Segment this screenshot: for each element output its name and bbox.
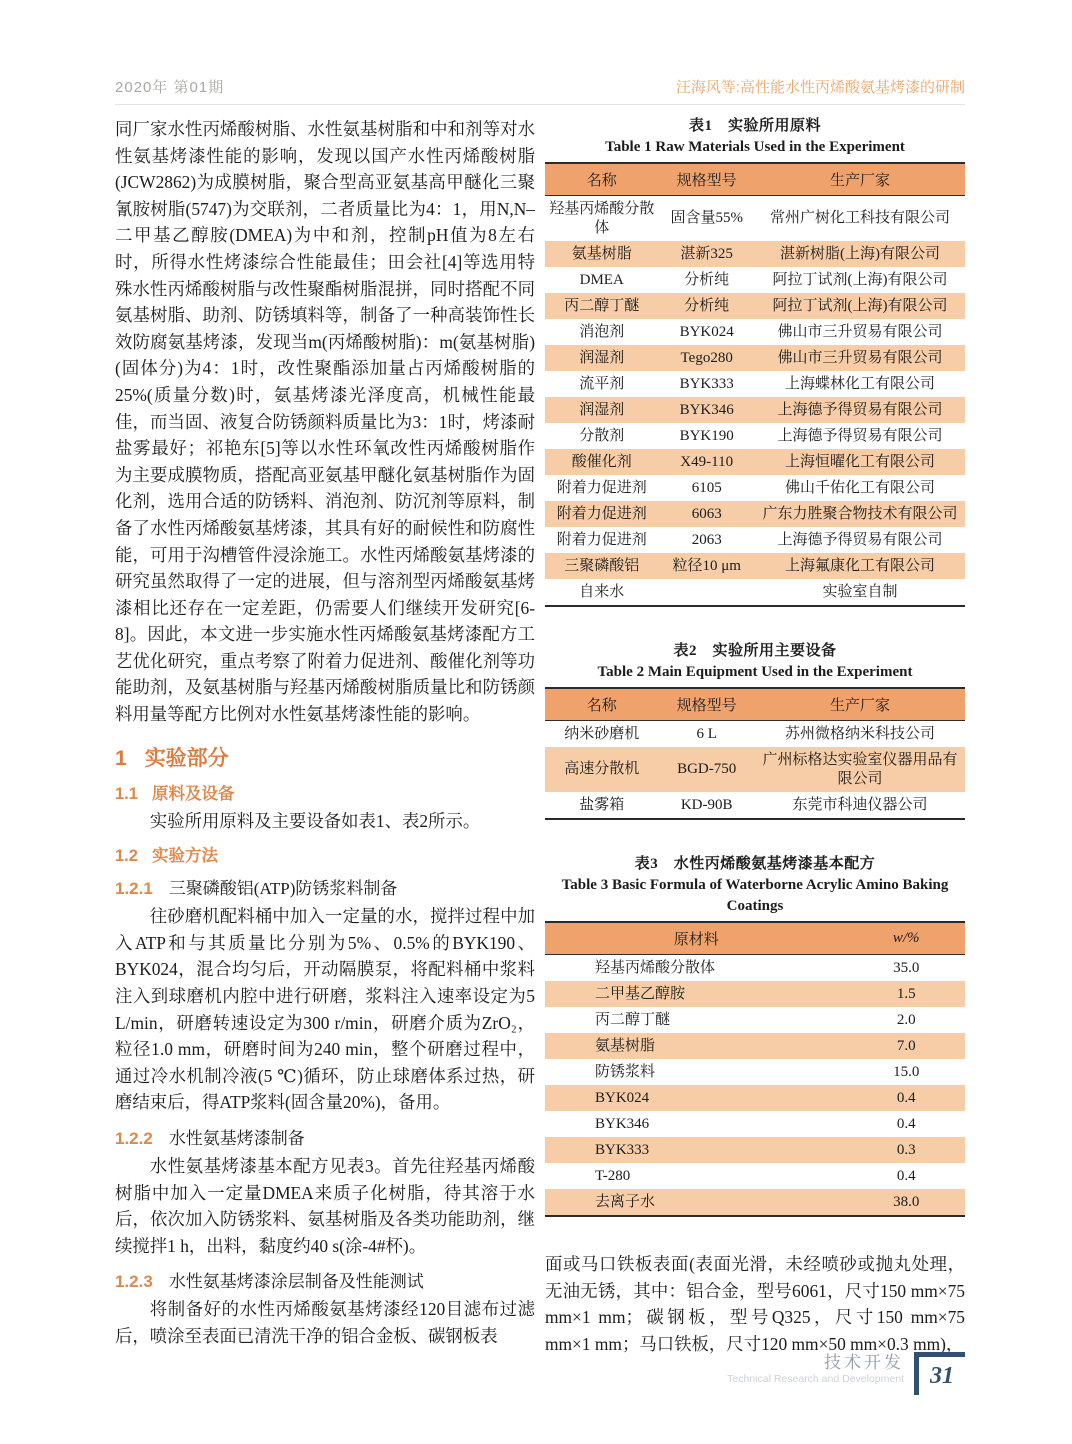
page-number: 31 xyxy=(930,1362,954,1389)
table-2-caption-zh: 表2 实验所用主要设备 xyxy=(673,643,837,659)
table-cell: BYK333 xyxy=(595,1141,650,1158)
table-row xyxy=(545,553,965,579)
table-row xyxy=(545,241,965,267)
issue-label: 2020年 第01期 xyxy=(115,79,225,96)
table-row xyxy=(545,423,965,449)
table-cell: 2063 xyxy=(691,531,722,548)
page-number-bracket xyxy=(914,1352,965,1395)
table-cell: KD-90B xyxy=(680,796,733,813)
column-header: 规格型号 xyxy=(658,163,755,196)
table-2-head xyxy=(545,688,965,721)
table-cell: 佛山千佑化工有限公司 xyxy=(784,479,935,496)
table-row xyxy=(545,955,965,982)
table-1-block xyxy=(545,116,965,607)
table-cell: BYK333 xyxy=(679,375,734,392)
table-cell: BYK346 xyxy=(595,1115,650,1132)
table-header-row xyxy=(545,922,965,955)
table-row xyxy=(545,196,965,242)
section-1-2-number: 1.2 xyxy=(115,847,138,866)
table-row xyxy=(545,527,965,553)
table-cell: BYK024 xyxy=(595,1089,650,1106)
section-1-2-1-heading xyxy=(115,874,535,899)
table-cell: 0.4 xyxy=(896,1115,916,1132)
table-3-caption xyxy=(545,854,965,917)
table-row xyxy=(545,1085,965,1111)
table-cell: 分析纯 xyxy=(684,271,730,288)
table-row xyxy=(545,397,965,423)
section-1-2-2-heading xyxy=(115,1124,535,1149)
section-1-heading xyxy=(115,742,535,772)
table-1-raw-materials xyxy=(545,162,965,607)
section-1-2-1-number: 1.2.1 xyxy=(115,879,153,899)
table-cell: 6 L xyxy=(696,725,717,742)
continuation-paragraph: 面或马口铁板表面(表面光滑，未经喷砂或抛丸处理，无油无锈，其中：铝合金，型号6061，尺寸150 mm×75 mm×1 mm；碳钢板，型号Q325，尺寸150 mm×75 mm×1 mm；马口铁板，尺寸120 mm×50 mm×0.3 mm)， xyxy=(545,1254,965,1354)
section-1-1-heading xyxy=(115,780,535,804)
table-row xyxy=(545,345,965,371)
table-cell: 佛山市三升贸易有限公司 xyxy=(777,349,943,366)
column-header: 名称 xyxy=(545,163,658,196)
table-3-caption-en: Table 3 Basic Formula of Waterborne Acrylic Amino Baking Coatings xyxy=(561,877,949,914)
table-1-caption xyxy=(545,116,965,158)
table-3-block xyxy=(545,854,965,1217)
table-cell: 东莞市科迪仪器公司 xyxy=(792,796,928,813)
table-cell: 丙二醇丁醚 xyxy=(595,1011,671,1028)
table-1-caption-en: Table 1 Raw Materials Used in the Experiment xyxy=(605,139,905,155)
table-cell: 上海恒曜化工有限公司 xyxy=(784,453,935,470)
table-3-head xyxy=(545,922,965,955)
table-cell: 上海德予得贸易有限公司 xyxy=(777,401,943,418)
table-3-caption-zh: 表3 水性丙烯酸氨基烤漆基本配方 xyxy=(634,856,876,872)
table-cell: 防锈浆料 xyxy=(595,1063,656,1080)
table-cell: 酸催化剂 xyxy=(571,453,632,470)
table-cell xyxy=(658,579,755,606)
table-row xyxy=(545,1007,965,1033)
table-cell: 盐雾箱 xyxy=(579,796,625,813)
table-1-body xyxy=(545,196,965,607)
table-row xyxy=(545,792,965,819)
table-cell: 38.0 xyxy=(893,1193,920,1210)
table-cell: 上海氟康化工有限公司 xyxy=(784,557,935,574)
table-2-main-equipment xyxy=(545,687,965,820)
column-header: 生产厂家 xyxy=(755,163,965,196)
table-row xyxy=(545,1033,965,1059)
table-2-block xyxy=(545,641,965,820)
table-cell: BYK024 xyxy=(679,323,734,340)
table-cell: 上海蝶林化工有限公司 xyxy=(784,375,935,392)
table-header-row xyxy=(545,688,965,721)
table-cell: 1.5 xyxy=(896,985,916,1002)
table-cell: 阿拉丁试剂(上海)有限公司 xyxy=(772,297,948,314)
table-cell: 0.4 xyxy=(896,1167,916,1184)
table-cell: 自来水 xyxy=(579,583,625,600)
header-divider xyxy=(115,104,965,105)
table-3-basic-formula xyxy=(545,921,965,1217)
section-1-2-2-number: 1.2.2 xyxy=(115,1129,153,1148)
table-cell: 佛山市三升贸易有限公司 xyxy=(777,323,943,340)
table-row xyxy=(545,1163,965,1189)
table-cell: 附着力促进剂 xyxy=(556,505,647,522)
table-cell: 二甲基乙醇胺 xyxy=(595,985,686,1002)
section-1-number: 1 xyxy=(115,746,127,770)
table-2-caption xyxy=(545,641,965,683)
column-header: 原材料 xyxy=(545,922,847,955)
table-header-row xyxy=(545,163,965,196)
table-cell: 阿拉丁试剂(上海)有限公司 xyxy=(772,271,948,288)
table-cell: BYK346 xyxy=(679,401,734,418)
section-1-2-1-paragraph: 往砂磨机配料桶中加入一定量的水，搅拌过程中加入ATP和与其质量比分别为5%、0.5%的BYK190、BYK024，混合均匀后，开动隔膜泵，将配料桶中浆料注入到球磨机内腔中进行研磨，浆料注入速率设定为5 L/min，研磨转速设定为300 r/min，研磨介质为ZrO₂，粒径1.0 mm，研磨时间为240 min，整个研磨过程中，通过冷水机制冷液(5 ℃)循环，防止球磨体系过热，研磨结束后，得ATP浆料(固含量20%)，备用。 xyxy=(115,906,535,1113)
right-column xyxy=(545,116,965,1357)
table-cell: 0.3 xyxy=(896,1141,916,1158)
table-cell: 广州标格达实验室仪器用品有限公司 xyxy=(762,751,958,787)
table-1-head xyxy=(545,163,965,196)
table-cell: 分散剂 xyxy=(579,427,625,444)
table-cell: 羟基丙烯酸分散体 xyxy=(549,200,655,236)
table-cell: 三聚磷酸铝 xyxy=(564,557,640,574)
table-row xyxy=(545,267,965,293)
table-cell: Tego280 xyxy=(680,349,733,366)
table-row xyxy=(545,319,965,345)
table-row xyxy=(545,721,965,748)
section-1-2-3-heading xyxy=(115,1267,535,1292)
table-row xyxy=(545,1111,965,1137)
table-cell: 2.0 xyxy=(896,1011,916,1028)
column-header: 规格型号 xyxy=(658,688,755,721)
table-cell: 粒径10 μm xyxy=(672,557,741,574)
table-cell: 35.0 xyxy=(893,959,920,976)
table-2-body xyxy=(545,721,965,820)
table-1-caption-zh: 表1 实验所用原料 xyxy=(688,118,821,134)
table-cell: 湛新325 xyxy=(680,245,733,262)
left-column xyxy=(115,116,535,1357)
running-title: 汪海风等:高性能水性丙烯酸氨基烤漆的研制 xyxy=(675,79,965,96)
table-cell: 实验室自制 xyxy=(822,583,898,600)
page-content xyxy=(115,116,965,1357)
column-header: w/% xyxy=(847,922,965,955)
table-cell: 氨基树脂 xyxy=(571,245,632,262)
table-row xyxy=(545,1137,965,1163)
table-cell: 氨基树脂 xyxy=(595,1037,656,1054)
table-row xyxy=(545,371,965,397)
section-1-2-2-paragraph: 水性氨基烤漆基本配方见表3。首先往羟基丙烯酸树脂中加入一定量DMEA来质子化树脂，待其溶于水后，依次加入防锈浆料、氨基树脂及各类功能助剂，继续搅拌1 h，出料，黏度约40 s(涂-4#杯)。 xyxy=(115,1156,535,1256)
table-cell: BYK190 xyxy=(679,427,734,444)
table-row xyxy=(545,981,965,1007)
table-cell: 7.0 xyxy=(896,1037,916,1054)
table-cell: 消泡剂 xyxy=(579,323,625,340)
section-1-2-3-title: 水性氨基烤漆涂层制备及性能测试 xyxy=(168,1272,424,1292)
table-cell: 15.0 xyxy=(893,1063,920,1080)
table-2-caption-en: Table 2 Main Equipment Used in the Experiment xyxy=(597,664,913,680)
table-cell: 0.4 xyxy=(896,1089,916,1106)
section-1-2-2-title: 水性氨基烤漆制备 xyxy=(168,1129,305,1148)
table-row xyxy=(545,579,965,606)
column-header: 名称 xyxy=(545,688,658,721)
running-head xyxy=(115,76,965,97)
table-row xyxy=(545,293,965,319)
table-row xyxy=(545,1189,965,1216)
section-1-2-3-number: 1.2.3 xyxy=(115,1272,153,1292)
table-cell: 丙二醇丁醚 xyxy=(564,297,640,314)
table-cell: 上海德予得贸易有限公司 xyxy=(777,531,943,548)
table-cell: 常州广树化工科技有限公司 xyxy=(769,210,950,226)
table-row xyxy=(545,747,965,792)
table-cell: 流平剂 xyxy=(579,375,625,392)
table-cell: 广东力胜聚合物技术有限公司 xyxy=(762,505,958,522)
table-cell: 6063 xyxy=(691,505,722,522)
table-row xyxy=(545,1059,965,1085)
intro-paragraph: 同厂家水性丙烯酸树脂、水性氨基树脂和中和剂等对水性氨基烤漆性能的影响，发现以国产水性丙烯酸树脂(JCW2862)为成膜树脂，聚合型高亚氨基高甲醚化三聚氰胺树脂(5747)为交联剂，二者质量比为4：1，用N,N–二甲基乙醇胺(DMEA)为中和剂，控制pH值为8左右时，所得水性烤漆综合性能最佳；田会社[4]等选用特殊水性丙烯酸树脂与改性聚酯树脂混拼，同时搭配不同氨基树脂、助剂、防锈填料等，制备了一种高装饰性长效防腐氨基烤漆，发现当m(丙烯酸树脂)：m(氨基树脂)(固体分)为4：1时，改性聚酯添加量占丙烯酸树脂的25%(质量分数)时，氨基烤漆光泽度高，机械性能最佳，而当固、液复合防锈颜料质量比为3：1时，烤漆耐盐雾最好；祁艳东[5]等以水性环氧改性丙烯酸树脂作为主要成膜物质，搭配高亚氨基甲醚化氨基树脂作为固化剂，选用合适的防锈料、消泡剂、防沉剂等原料，制备了水性丙烯酸氨基烤漆，其具有好的耐候性和防腐性能，可用于沟槽管件浸涂施工。水性丙烯酸氨基烤漆的研究虽然取得了一定的进展，但与溶剂型丙烯酸氨基烤漆相比还存在一定差距，仍需要人们继续开发研究[6-8]。因此，本文进一步实施水性丙烯酸氨基烤漆配方工艺优化研究，重点考察了附着力促进剂、酸催化剂等功能助剂，及氨基树脂与羟基丙烯酸树脂质量比和防锈颜料用量等配方比例对水性氨基烤漆性能的影响。 xyxy=(115,119,535,725)
table-cell: 湛新树脂(上海)有限公司 xyxy=(779,245,940,262)
table-cell: 附着力促进剂 xyxy=(556,531,647,548)
table-cell: 附着力促进剂 xyxy=(556,479,647,496)
section-1-2-heading xyxy=(115,842,535,866)
table-cell: 上海德予得贸易有限公司 xyxy=(777,427,943,444)
section-1-title: 实验部分 xyxy=(144,746,229,770)
section-1-2-3-paragraph: 将制备好的水性丙烯酸氨基烤漆经120目滤布过滤后，喷涂至表面已清洗干净的铝合金板、碳钢板表 xyxy=(115,1299,535,1346)
section-1-2-title: 实验方法 xyxy=(151,847,218,866)
table-row xyxy=(545,501,965,527)
column-header: 生产厂家 xyxy=(755,688,965,721)
table-cell: BGD-750 xyxy=(677,761,737,777)
table-cell: 纳米砂磨机 xyxy=(564,725,640,742)
section-1-2-1-title: 三聚磷酸铝(ATP)防锈浆料制备 xyxy=(168,879,398,899)
footer-section-zh: 技术开发 xyxy=(824,1353,904,1372)
table-cell: 去离子水 xyxy=(595,1193,656,1210)
table-cell: 6105 xyxy=(691,479,722,496)
footer-section-label xyxy=(727,1354,904,1386)
table-3-body xyxy=(545,955,965,1217)
section-1-1-title: 原料及设备 xyxy=(151,784,235,803)
table-cell: 羟基丙烯酸分散体 xyxy=(595,959,716,976)
table-cell: 润湿剂 xyxy=(579,401,625,418)
page-footer xyxy=(727,1352,965,1395)
footer-section-en: Technical Research and Development xyxy=(727,1373,904,1385)
table-row xyxy=(545,449,965,475)
section-1-1-number: 1.1 xyxy=(115,784,138,803)
table-cell: 高速分散机 xyxy=(564,761,640,777)
table-cell: DMEA xyxy=(579,271,624,288)
table-cell: 固含量55% xyxy=(670,210,743,226)
table-cell: 分析纯 xyxy=(684,297,730,314)
table-cell: 苏州微格纳米科技公司 xyxy=(784,725,935,742)
table-row xyxy=(545,475,965,501)
table-cell: T-280 xyxy=(595,1167,631,1184)
table-cell: 润湿剂 xyxy=(579,349,625,366)
table-cell: X49-110 xyxy=(680,453,734,470)
section-1-1-paragraph: 实验所用原料及主要设备如表1、表2所示。 xyxy=(149,810,481,831)
